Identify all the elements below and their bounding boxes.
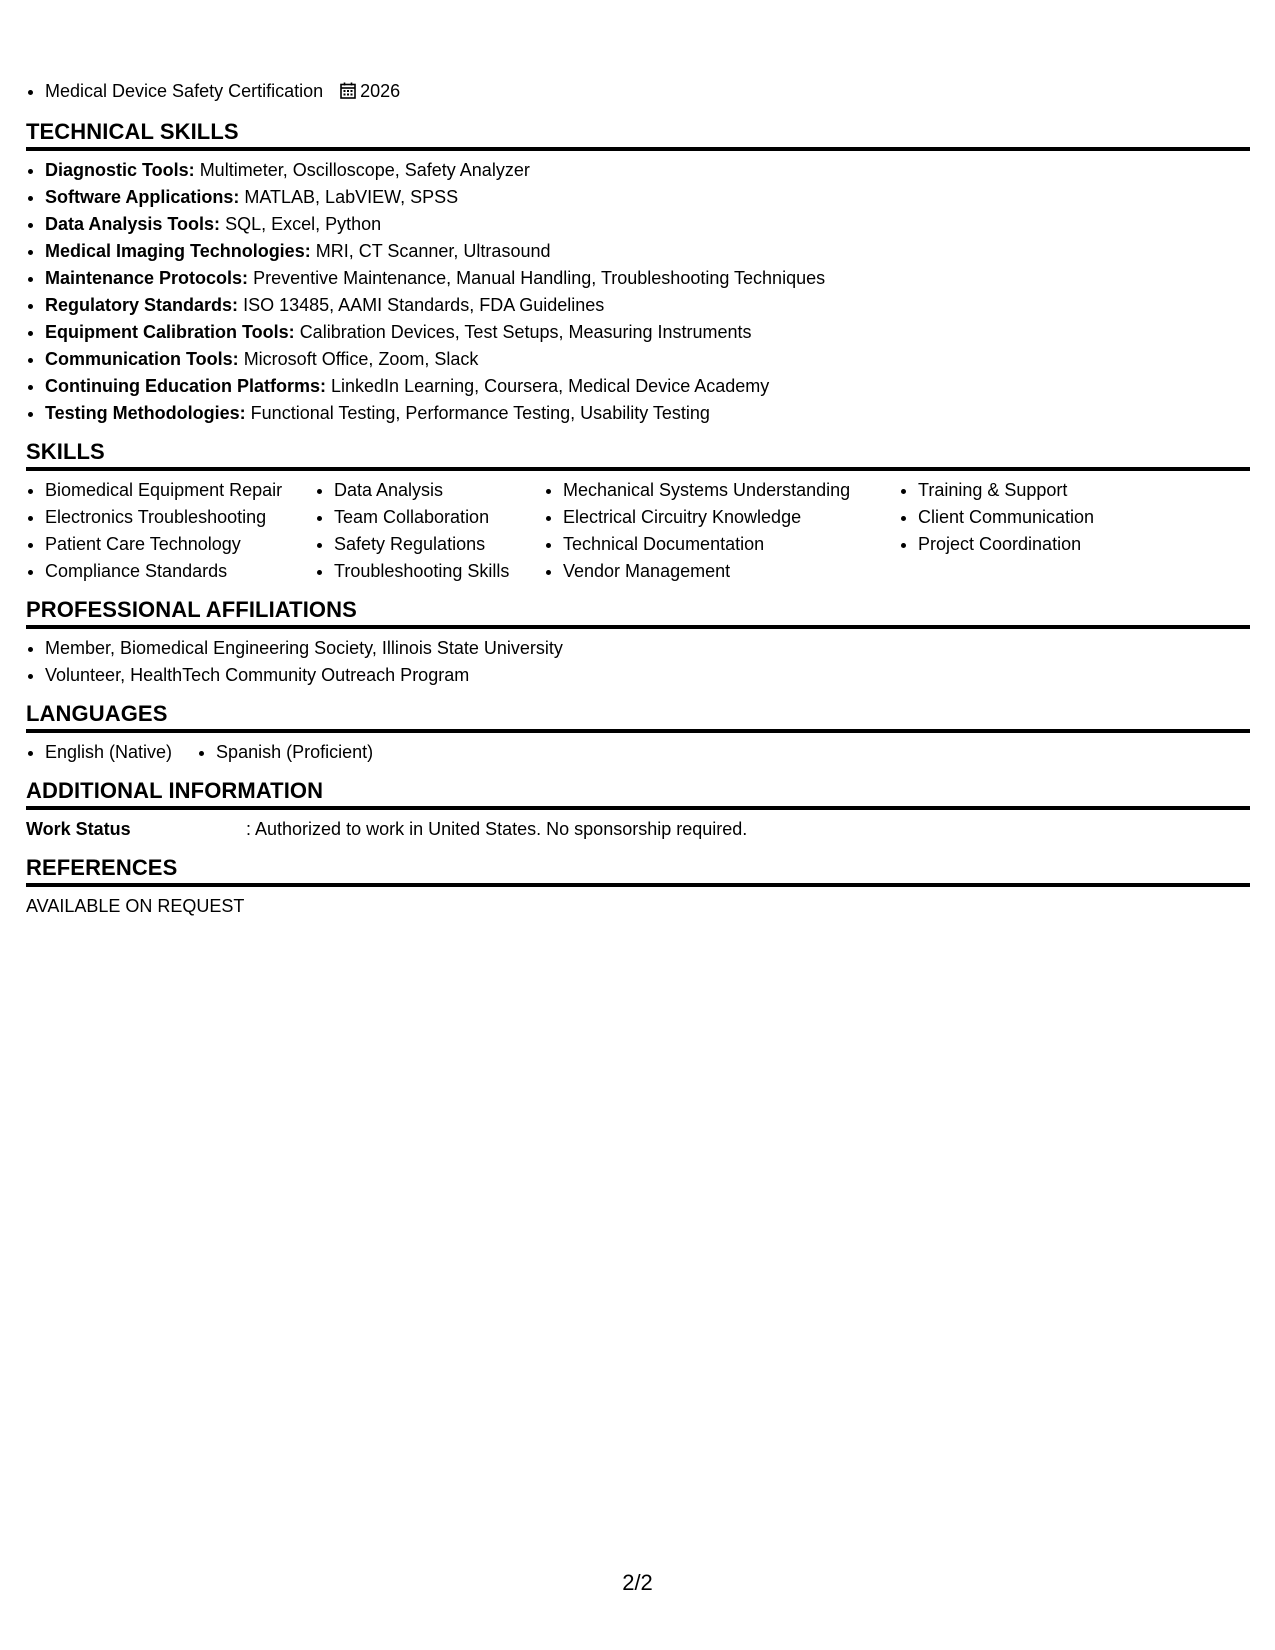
list-item: • Troubleshooting Skills	[334, 558, 544, 585]
list-item: • Mechanical Systems Understanding	[563, 477, 899, 504]
skill-value: MRI, CT Scanner, Ultrasound	[315, 241, 551, 261]
certification-list	[26, 78, 1250, 107]
certification-year: 2026	[360, 81, 401, 101]
skills-column	[26, 477, 315, 585]
section-divider	[26, 147, 1250, 151]
section-divider	[26, 625, 1250, 629]
calendar-icon	[340, 80, 356, 107]
list-item: • Electronics Troubleshooting	[45, 504, 315, 531]
technical-skills-section	[26, 117, 1250, 427]
skill-value: SQL, Excel, Python	[225, 214, 382, 234]
skills-column	[544, 477, 899, 585]
skill-value: Functional Testing, Performance Testing, Usability Testing	[250, 403, 710, 423]
list-item: • Project Coordination	[918, 531, 1178, 558]
skill-value: ISO 13485, AAMI Standards, FDA Guidelines	[243, 295, 605, 315]
section-divider	[26, 806, 1250, 810]
skill-value: MATLAB, LabVIEW, SPSS	[244, 187, 459, 207]
section-divider	[26, 729, 1250, 733]
list-item: • Technical Documentation	[563, 531, 899, 558]
skill-label: Equipment Calibration Tools:	[45, 322, 295, 342]
work-status-value: : Authorized to work in United States. No sponsorship required.	[246, 819, 748, 839]
skill-label: Regulatory Standards:	[45, 295, 239, 315]
work-status-row	[26, 816, 1250, 843]
skills-section	[26, 437, 1250, 585]
skills-grid	[26, 477, 1250, 585]
list-item	[45, 184, 1250, 211]
skills-heading: SKILLS	[26, 439, 105, 464]
skills-column	[899, 477, 1178, 585]
additional-info-section	[26, 776, 1250, 843]
languages-list	[26, 739, 1250, 766]
skill-value: LinkedIn Learning, Coursera, Medical Device Academy	[331, 376, 770, 396]
references-section	[26, 853, 1250, 920]
references-text: AVAILABLE ON REQUEST	[26, 896, 245, 916]
list-item: • Safety Regulations	[334, 531, 544, 558]
skills-column	[315, 477, 544, 585]
skill-label: Data Analysis Tools:	[45, 214, 221, 234]
list-item: • Team Collaboration	[334, 504, 544, 531]
technical-skills-list	[26, 157, 1250, 427]
additional-info-heading: ADDITIONAL INFORMATION	[26, 778, 324, 803]
list-item: • Patient Care Technology	[45, 531, 315, 558]
technical-skills-heading: TECHNICAL SKILLS	[26, 119, 239, 144]
affiliations-section	[26, 595, 1250, 689]
list-item: • Client Communication	[918, 504, 1178, 531]
list-item: • Compliance Standards	[45, 558, 315, 585]
skill-label: Medical Imaging Technologies:	[45, 241, 311, 261]
references-heading: REFERENCES	[26, 855, 178, 880]
list-item	[45, 400, 1250, 427]
languages-heading: LANGUAGES	[26, 701, 168, 726]
section-divider	[26, 883, 1250, 887]
list-item	[45, 238, 1250, 265]
skill-label: Diagnostic Tools:	[45, 160, 195, 180]
affiliations-heading: PROFESSIONAL AFFILIATIONS	[26, 597, 357, 622]
list-item: • Data Analysis	[334, 477, 544, 504]
list-item: • English (Native)	[45, 739, 172, 766]
skill-value: Multimeter, Oscilloscope, Safety Analyzer	[199, 160, 530, 180]
skill-label: Continuing Education Platforms:	[45, 376, 326, 396]
skill-value: Microsoft Office, Zoom, Slack	[243, 349, 479, 369]
skill-label: Communication Tools:	[45, 349, 239, 369]
resume-page	[26, 78, 1250, 920]
list-item: • Electrical Circuitry Knowledge	[563, 504, 899, 531]
skill-label: Maintenance Protocols:	[45, 268, 249, 288]
list-item	[45, 292, 1250, 319]
list-item	[45, 346, 1250, 373]
list-item: • Volunteer, HealthTech Community Outreach Program	[45, 662, 1250, 689]
skill-value: Calibration Devices, Test Setups, Measuring Instruments	[299, 322, 752, 342]
skill-label: Software Applications:	[45, 187, 240, 207]
skill-label: Testing Methodologies:	[45, 403, 246, 423]
languages-section	[26, 699, 1250, 766]
section-divider	[26, 467, 1250, 471]
certification-item	[45, 78, 1250, 107]
skill-value: Preventive Maintenance, Manual Handling, Troubleshooting Techniques	[253, 268, 826, 288]
list-item	[45, 265, 1250, 292]
certification-name: Medical Device Safety Certification	[45, 81, 324, 101]
list-item: • Vendor Management	[563, 558, 899, 585]
list-item	[45, 211, 1250, 238]
work-status-label: Work Status	[26, 819, 131, 839]
affiliations-list	[26, 635, 1250, 689]
list-item: • Spanish (Proficient)	[216, 739, 373, 766]
list-item	[45, 373, 1250, 400]
page-number: 2/2	[622, 1570, 653, 1595]
list-item: • Training & Support	[918, 477, 1178, 504]
list-item	[45, 157, 1250, 184]
list-item: • Biomedical Equipment Repair	[45, 477, 315, 504]
list-item	[45, 319, 1250, 346]
list-item: • Member, Biomedical Engineering Society, Illinois State University	[45, 635, 1250, 662]
